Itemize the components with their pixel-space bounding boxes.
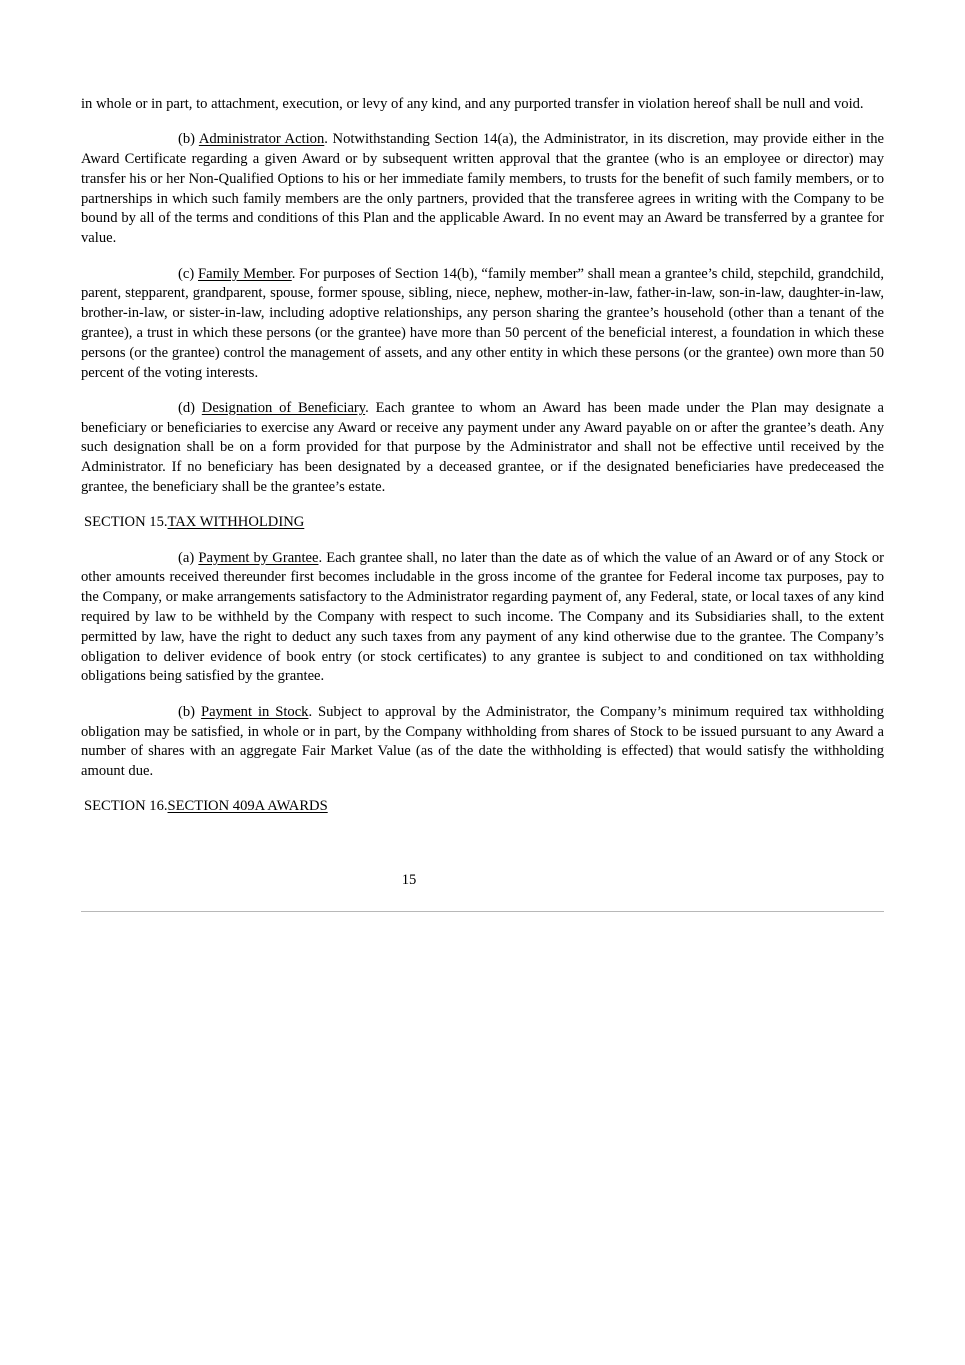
paragraph-text: . Each grantee shall, no later than the date as of which the value of an Award or of any Stock or other amounts received thereunder first becomes includable in the gross income of the grantee for Federal income tax purposes, pay to the Company, or make arrangements satisfactory to the Administrator regarding payment of, any Federal, state, or local taxes of any kind required by law to be withheld by the Company with respect to such income. The Company and its Subsidiaries shall, to the extent permitted by law, have the right to deduct any such taxes from any payment of any kind otherwise due to the grantee. The Company’s obligation to deliver evidence of book entry (or stock certificates) to any grantee is subject to and conditioned on tax withholding obligations being satisfied by the grantee. [81, 549, 884, 685]
paragraph-heading: Payment in Stock [200, 703, 309, 720]
continuation-paragraph: in whole or in part, to attachment, execution, or levy of any kind, and any purported transfer in violation hereof shall be null and void. [81, 96, 864, 112]
paragraph-marker: (b) [178, 131, 199, 148]
section-title: SECTION 409A AWARDS [167, 798, 328, 815]
paragraph-marker: (d) [178, 399, 202, 416]
document-page [81, 95, 884, 833]
footer-divider [81, 911, 884, 912]
paragraph-marker: (b) [178, 703, 201, 720]
section-15-heading [84, 513, 884, 533]
paragraph-text: . Each grantee to whom an Award has been made under the Plan may designate a beneficiary or beneficiaries to exercise any Award or receive any payment under any Award payable on or after the grantee’s death. Any such designation shall be on a form provided for that purpose by the Administrator and shall not be effective until received by the Administrator. If no beneficiary has been designated by a deceased grantee, or if the designated beneficiaries have predeceased the grantee, the beneficiary shall be the grantee’s estate. [81, 399, 884, 496]
paragraph-designation-of-beneficiary [81, 399, 884, 498]
paragraph-payment-in-stock [81, 703, 884, 782]
section-label: SECTION 15. [84, 514, 168, 531]
section-16-heading [84, 797, 884, 817]
paragraph-marker: (c) [178, 265, 198, 282]
paragraph-administrator-action [81, 130, 884, 249]
section-label: SECTION 16. [84, 798, 168, 815]
paragraph-text: . For purposes of Section 14(b), “family member” shall mean a grantee’s child, stepchild, grandchild, parent, stepparent, grandparent, spouse, former spouse, sibling, niece, nephew, mother-in-law, father-in-law, son-in-law, daughter-in-law, brother-in-law, or sister-in-law, including adoptive relationships, any person sharing the grantee’s household (other than a tenant of the grantee), a trust in which these persons (or the grantee) have more than 50 percent of the beneficial interest, a foundation in which these persons (or the grantee) control the management of assets, and any other entity in which these persons (or the grantee) own more than 50 percent of the voting interests. [81, 265, 884, 381]
paragraph-text: . Subject to approval by the Administrator, the Company’s minimum required tax withholding obligation may be satisfied, in whole or in part, by the Company withholding from shares of Stock to be issued pursuant to any Award a number of shares with an aggregate Fair Market Value (as of the date the withholding is effected) that would satisfy the withholding amount due. [81, 703, 884, 780]
page-number: 15 [401, 872, 417, 888]
paragraph-family-member [81, 265, 884, 384]
paragraph-heading: Family Member [197, 265, 292, 282]
paragraph-payment-by-grantee [81, 549, 884, 688]
paragraph-marker: (a) [178, 549, 199, 566]
paragraph-text: . Notwithstanding Section 14(a), the Administrator, in its discretion, may provide either in the Award Certificate regarding a given Award or by subsequent written approval that the grantee (who is an employee or director) may transfer his or her Non-Qualified Options to his or her immediate family members, to trusts for the benefit of such family members, or to partnerships in which such family members are the only partners, provided that the transferee agrees in writing with the Company to be bound by all of the terms and conditions of this Plan and the applicable Award. In no event may an Award be transferred by a grantee for value. [81, 131, 884, 247]
section-title: TAX WITHHOLDING [167, 514, 305, 531]
paragraph-heading: Designation of Beneficiary [201, 399, 366, 416]
paragraph-heading: Administrator Action [198, 131, 325, 148]
paragraph-heading: Payment by Grantee [198, 549, 319, 566]
